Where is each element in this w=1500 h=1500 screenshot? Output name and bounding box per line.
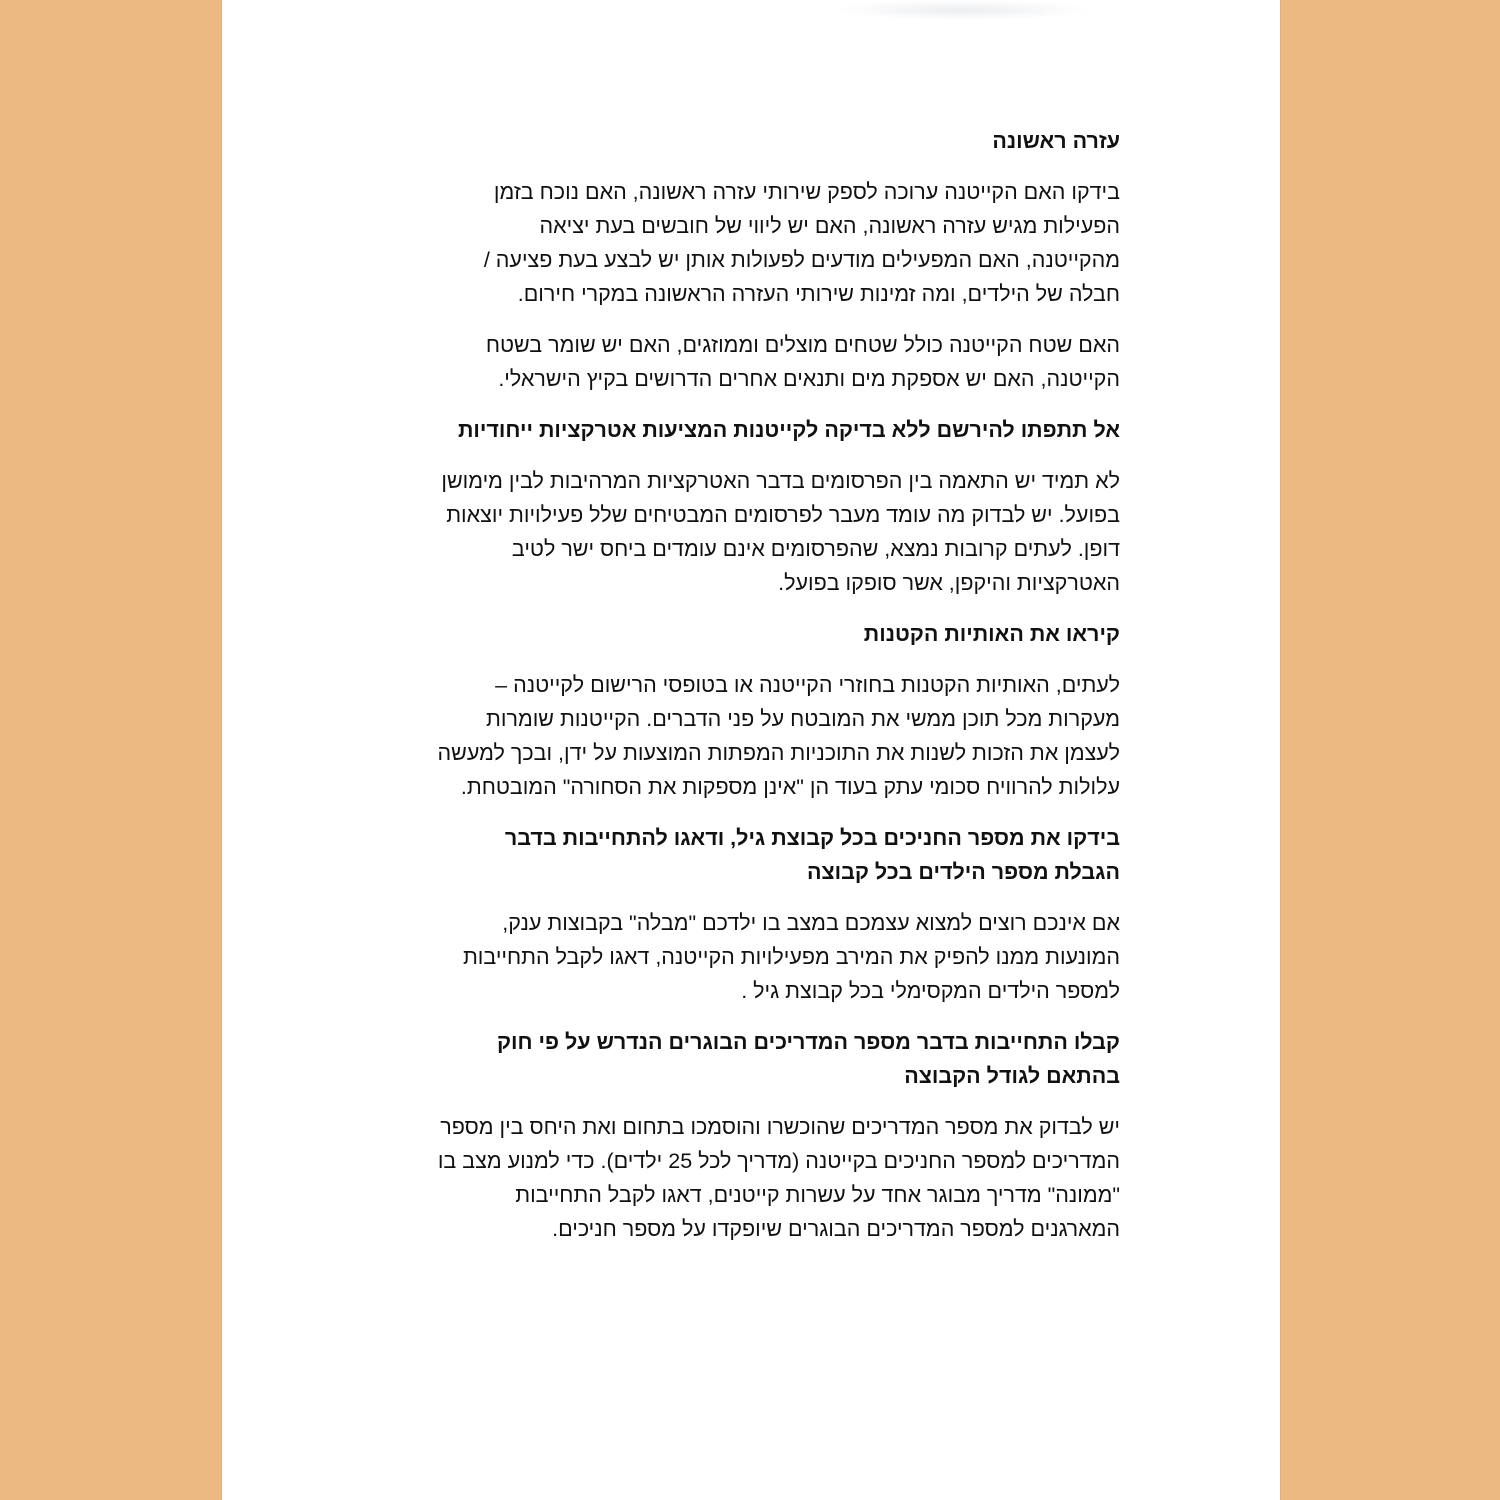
text-line: המדריכים למספר החניכים בקייטנה (מדריך לכל 25 ילדים). כדי למנוע מצב בו: [437, 1149, 1120, 1173]
section-heading: [375, 413, 1120, 447]
text-line: למספר הילדים המקסימלי בכל קבוצת גיל .: [741, 979, 1120, 1003]
text-line: עלולות להרוויח סכומי עתק בעוד הן "אינן מספקות את הסחורה" המובטחת.: [460, 775, 1120, 799]
paragraph: [375, 328, 1120, 396]
text-line: "ממונה" מדריך מבוגר אחד על עשרות קייטנים, דאגו לקבל התחייבות: [515, 1183, 1120, 1207]
paragraph: [375, 668, 1120, 804]
text-line: האם שטח הקייטנה כולל שטחים מוצלים וממוזגים, האם יש שומר בשטח: [485, 333, 1120, 357]
heading-line: בהתאם לגודל הקבוצה: [904, 1064, 1120, 1088]
section-heading: [375, 821, 1120, 889]
section-heading: [375, 1025, 1120, 1093]
document-body: [375, 124, 1120, 1263]
text-line: לעצמן את הזכות לשנות את התוכניות המפתות המוצעות על ידן, ובכך למעשה: [437, 741, 1120, 765]
paragraph: [375, 1110, 1120, 1246]
heading-line: אל תתפתו להירשם ללא בדיקה לקייטנות המציעות אטרקציות ייחודיות: [457, 418, 1120, 442]
text-line: אם אינכם רוצים למצוא עצמכם במצב בו ילדכם "מבלה" בקבוצות ענק,: [502, 911, 1120, 935]
text-line: המונעות ממנו להפיק את המירב מפעילויות הקייטנה, דאגו לקבל התחייבות: [462, 945, 1120, 969]
paragraph: [375, 906, 1120, 1008]
text-line: הקייטנה, האם יש אספקת מים ותנאים אחרים הדרושים בקיץ הישראלי.: [498, 367, 1120, 391]
heading-line: עזרה ראשונה: [992, 129, 1120, 153]
text-line: מעקרות מכל תוכן ממשי את המובטח על פני הדברים. הקייטנות שומרות: [486, 707, 1120, 731]
section-heading: [375, 124, 1120, 158]
text-line: המארגנים למספר המדריכים הבוגרים שיופקדו על מספר חניכים.: [552, 1217, 1120, 1241]
heading-line: קבלו התחייבות בדבר מספר המדריכים הבוגרים הנדרש על פי חוק: [496, 1030, 1120, 1054]
text-line: חבלה של הילדים, ומה זמינות שירותי העזרה הראשונה במקרי חירום.: [517, 282, 1120, 306]
text-line: בפועל. יש לבדוק מה עומד מעבר לפרסומים המבטיחים שלל פעילויות יוצאות: [446, 503, 1120, 527]
heading-line: הגבלת מספר הילדים בכל קבוצה: [807, 860, 1120, 884]
heading-line: בידקו את מספר החניכים בכל קבוצת גיל, ודאגו להתחייבות בדבר: [504, 826, 1120, 850]
text-line: לעתים, האותיות הקטנות בחוזרי הקייטנה או בטופסי הרישום לקייטנה –: [495, 673, 1120, 697]
heading-line: קיראו את האותיות הקטנות: [863, 622, 1120, 646]
text-line: הפעילות מגיש עזרה ראשונה, האם יש ליווי של חובשים בעת יציאה: [539, 214, 1120, 238]
scan-smudge: [832, 0, 1092, 20]
paragraph: [375, 464, 1120, 600]
section-heading: [375, 617, 1120, 651]
document-page: [222, 0, 1280, 1500]
text-line: מהקייטנה, האם המפעילים מודעים לפעולות אותן יש לבצע בעת פציעה /: [483, 248, 1120, 272]
text-line: האטרקציות והיקפן, אשר סופקו בפועל.: [778, 571, 1120, 595]
text-line: יש לבדוק את מספר המדריכים שהוכשרו והוסמכו בתחום ואת היחס בין מספר: [440, 1115, 1120, 1139]
paragraph: [375, 175, 1120, 311]
text-line: לא תמיד יש התאמה בין הפרסומים בדבר האטרקציות המרהיבות לבין מימושן: [441, 469, 1120, 493]
text-line: דופן. לעתים קרובות נמצא, שהפרסומים אינם עומדים ביחס ישר לטיב: [511, 537, 1120, 561]
text-line: בידקו האם הקייטנה ערוכה לספק שירותי עזרה ראשונה, האם נוכח בזמן: [493, 180, 1120, 204]
